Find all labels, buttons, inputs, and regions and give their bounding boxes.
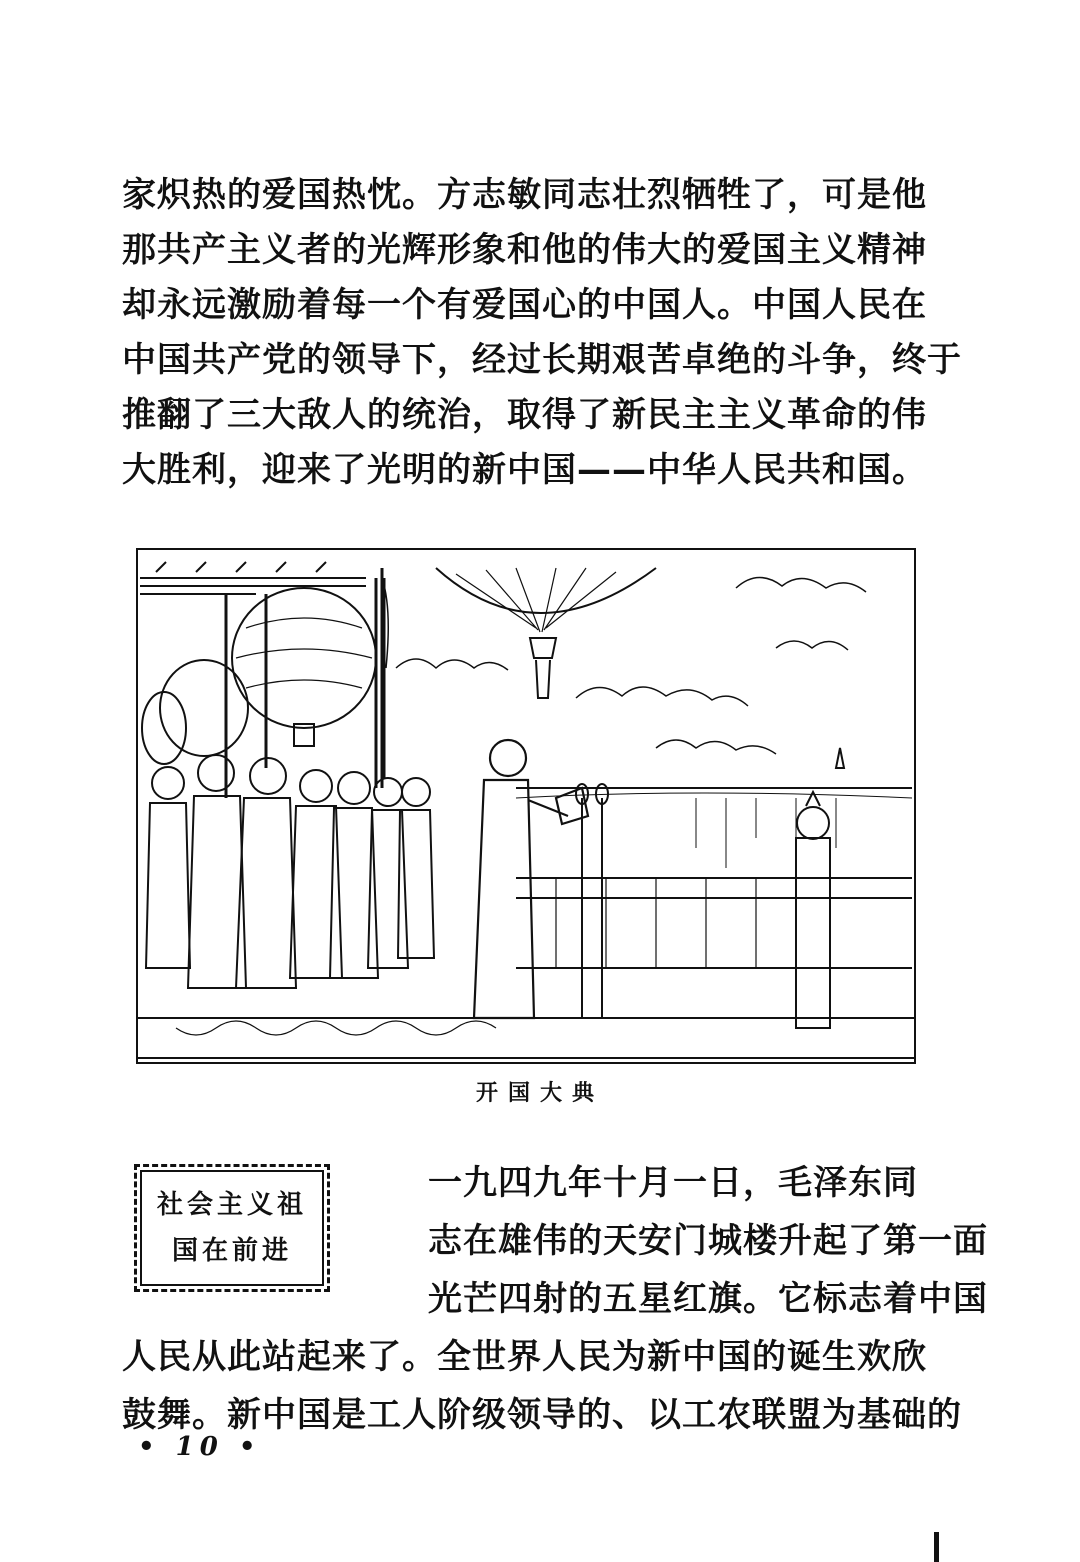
text-line: 大胜利，迎来了光明的新中国——中华人民共和国。	[122, 450, 927, 490]
paragraph-top	[122, 168, 962, 498]
text-line: 推翻了三大敌人的统治，取得了新民主主义革命的伟	[122, 395, 927, 435]
text-line: 却永远激励着每一个有爱国心的中国人。中国人民在	[122, 285, 927, 325]
text-line: 鼓舞。新中国是工人阶级领导的、以工农联盟为基础的	[122, 1395, 962, 1435]
text-line: 那共产主义者的光辉形象和他的伟大的爱国主义精神	[122, 230, 927, 270]
section-heading-line: 社会主义祖	[156, 1190, 307, 1220]
paragraph-bottom	[122, 1154, 988, 1444]
text-line: 家炽热的爱国热忱。方志敏同志壮烈牺牲了，可是他	[122, 175, 927, 215]
illustration-caption: 开国大典	[475, 1081, 604, 1106]
section-heading-line: 国在前进	[171, 1236, 292, 1266]
text-line: 一九四九年十月一日，毛泽东同	[428, 1163, 918, 1203]
page-number: • 10 •	[138, 1432, 262, 1462]
text-line: 人民从此站起来了。全世界人民为新中国的诞生欢欣	[122, 1337, 927, 1377]
illustration-drawing	[136, 548, 916, 1064]
scan-edge-mark	[934, 1532, 939, 1562]
text-line: 光芒四射的五星红旗。它标志着中国	[428, 1279, 988, 1319]
text-line: 中国共产党的领导下，经过长期艰苦卓绝的斗争，终于	[122, 340, 962, 380]
founding-ceremony-illustration	[136, 548, 916, 1064]
text-line: 志在雄伟的天安门城楼升起了第一面	[428, 1221, 988, 1261]
